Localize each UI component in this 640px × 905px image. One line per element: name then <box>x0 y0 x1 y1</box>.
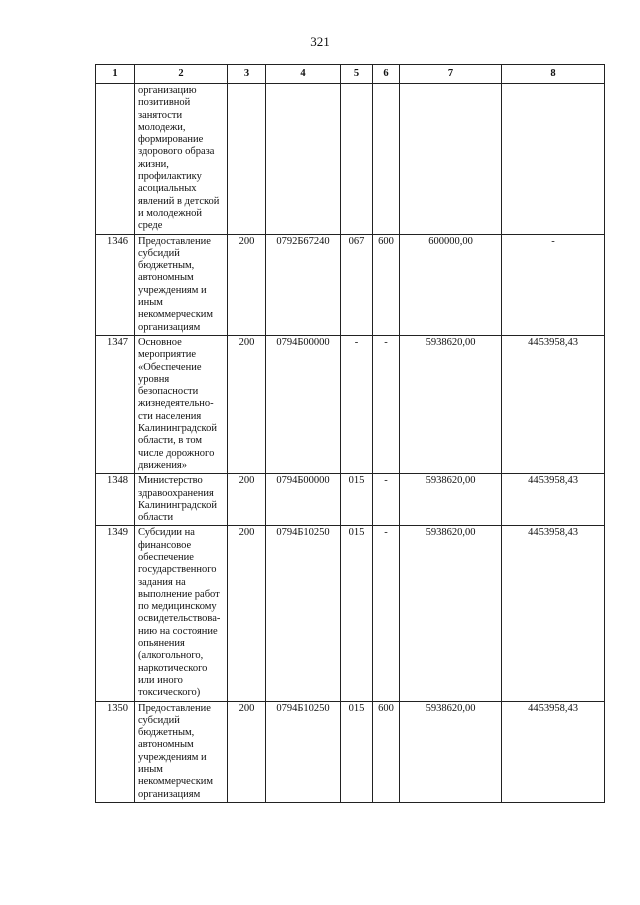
ministry-code-cell <box>341 84 373 235</box>
row-number-cell: 1349 <box>96 526 135 701</box>
row-number-cell <box>96 84 135 235</box>
amount-cell: 5938620,00 <box>400 701 502 802</box>
ministry-code-cell: 067 <box>341 234 373 335</box>
target-code-cell: 0794Б10250 <box>266 526 341 701</box>
target-code-cell: 0794Б10250 <box>266 701 341 802</box>
table-row <box>96 234 605 335</box>
ministry-code-cell: 015 <box>341 701 373 802</box>
ministry-code-cell: 015 <box>341 474 373 526</box>
row-number-cell: 1346 <box>96 234 135 335</box>
expense-type-cell: 600 <box>373 234 400 335</box>
row-number-cell: 1347 <box>96 335 135 473</box>
expense-type-cell: - <box>373 474 400 526</box>
amount-cell: 4453958,43 <box>502 526 605 701</box>
column-header: 5 <box>341 65 373 84</box>
page-number: 321 <box>310 34 330 49</box>
table-row <box>96 84 605 235</box>
code-cell: 200 <box>228 474 266 526</box>
amount-cell: 5938620,00 <box>400 526 502 701</box>
ministry-code-cell: - <box>341 335 373 473</box>
expense-type-cell: 600 <box>373 701 400 802</box>
amount-cell <box>400 84 502 235</box>
expense-type-cell: - <box>373 526 400 701</box>
amount-cell: - <box>502 234 605 335</box>
table-row <box>96 526 605 701</box>
amount-cell: 5938620,00 <box>400 474 502 526</box>
expense-type-cell: - <box>373 335 400 473</box>
target-code-cell: 0792Б67240 <box>266 234 341 335</box>
code-cell: 200 <box>228 234 266 335</box>
amount-cell <box>502 84 605 235</box>
table-row <box>96 335 605 473</box>
item-name-cell: Предоставление субсидий бюджетным, автономным учреждениям и иным некоммерческим организациям <box>135 234 228 335</box>
code-cell <box>228 84 266 235</box>
expense-type-cell <box>373 84 400 235</box>
table-header-row <box>96 65 605 84</box>
budget-table <box>95 64 605 803</box>
code-cell: 200 <box>228 335 266 473</box>
item-name-cell: Субсидии на финансовое обеспечение государственного задания на выполнение работ по медицинскому освидетельствова- нию на состояние опьянения (алкогольного, наркотического или иного токсического) <box>135 526 228 701</box>
column-header: 1 <box>96 65 135 84</box>
ministry-code-cell: 015 <box>341 526 373 701</box>
item-name-cell: Основное мероприятие «Обеспечение уровня безопасности жизнедеятельно- сти населения Калининградской области, в том числе дорожного движения» <box>135 335 228 473</box>
row-number-cell: 1348 <box>96 474 135 526</box>
table-row <box>96 474 605 526</box>
target-code-cell: 0794Б00000 <box>266 335 341 473</box>
table-row <box>96 701 605 802</box>
target-code-cell <box>266 84 341 235</box>
amount-cell: 4453958,43 <box>502 701 605 802</box>
target-code-cell: 0794Б00000 <box>266 474 341 526</box>
code-cell: 200 <box>228 701 266 802</box>
column-header: 6 <box>373 65 400 84</box>
code-cell: 200 <box>228 526 266 701</box>
column-header: 3 <box>228 65 266 84</box>
amount-cell: 4453958,43 <box>502 335 605 473</box>
amount-cell: 5938620,00 <box>400 335 502 473</box>
column-header: 8 <box>502 65 605 84</box>
item-name-cell: Министерство здравоохранения Калининградской области <box>135 474 228 526</box>
column-header: 7 <box>400 65 502 84</box>
row-number-cell: 1350 <box>96 701 135 802</box>
amount-cell: 600000,00 <box>400 234 502 335</box>
column-header: 4 <box>266 65 341 84</box>
item-name-cell: организацию позитивной занятости молодежи, формирование здорового образа жизни, профилактику асоциальных явлений в детской и молодежной среде <box>135 84 228 235</box>
item-name-cell: Предоставление субсидий бюджетным, автономным учреждениям и иным некоммерческим организациям <box>135 701 228 802</box>
column-header: 2 <box>135 65 228 84</box>
amount-cell: 4453958,43 <box>502 474 605 526</box>
